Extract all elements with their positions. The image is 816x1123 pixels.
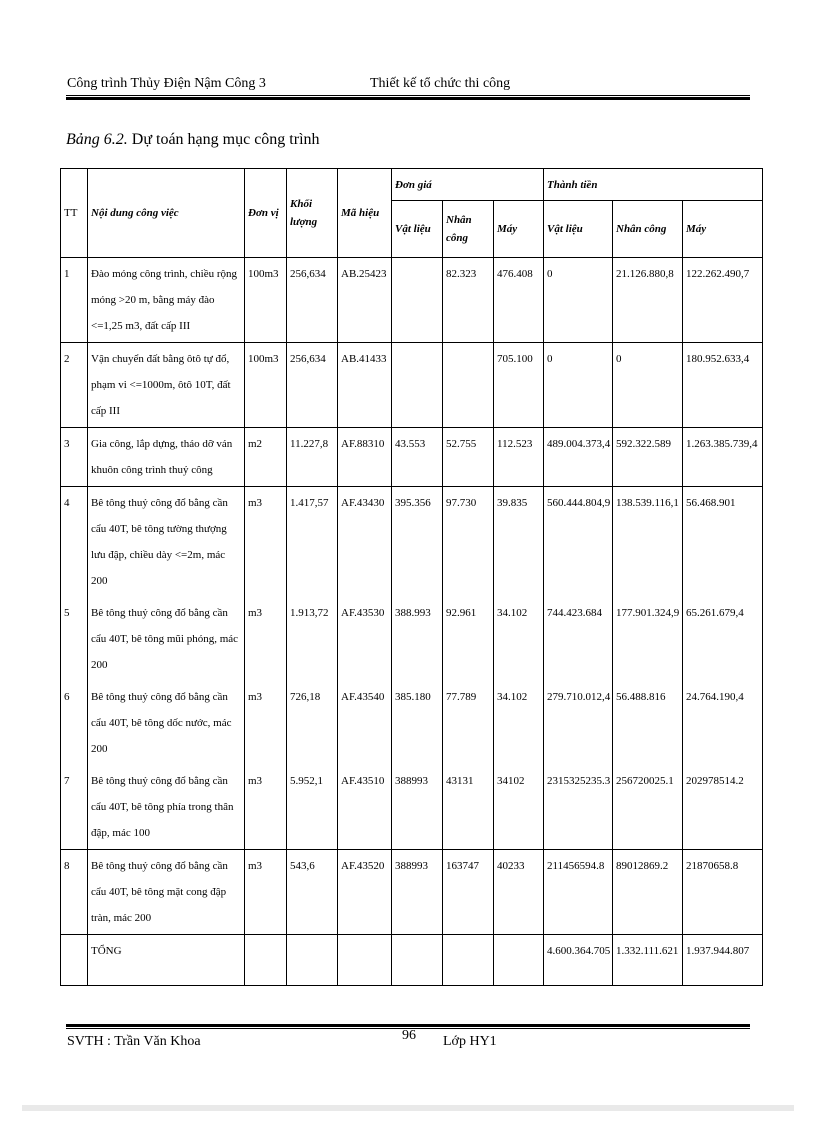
total-row [61, 935, 763, 986]
cell-volume: 1.913,72 [287, 597, 338, 681]
table-row [61, 428, 763, 487]
cell-total-machine: 65.261.679,4 [683, 597, 763, 681]
cell-unit: m3 [245, 681, 287, 765]
cell-total-machine: 24.764.190,4 [683, 681, 763, 765]
cell-volume: 11.227,8 [287, 428, 338, 487]
cell-content: Bê tông thuỷ công đổ bằng cần cẩu 40T, bê tông phía trong thân đập, mác 100 [88, 765, 245, 850]
cell-total-labor: 21.126.880,8 [613, 258, 683, 343]
cell-price-labor [443, 935, 494, 986]
table-caption [66, 131, 320, 149]
cell-price-material: 388993 [392, 765, 443, 850]
cell-price-machine: 39.835 [494, 487, 544, 598]
cell-total-material: 211456594.8 [544, 850, 613, 935]
cell-total-labor: 138.539.116,1 [613, 487, 683, 598]
cell-unit: 100m3 [245, 343, 287, 428]
cell-total-material: 744.423.684 [544, 597, 613, 681]
cell-total-machine: 21870658.8 [683, 850, 763, 935]
cell-tt: 7 [61, 765, 88, 850]
total-machine: 1.937.944.807 [683, 935, 763, 986]
cell-price-labor: 43131 [443, 765, 494, 850]
cell-content: Gia công, lắp dựng, tháo dỡ ván khuôn công trình thuỷ công [88, 428, 245, 487]
cell-code: AB.41433 [338, 343, 392, 428]
cell-price-material [392, 935, 443, 986]
cell-price-machine: 34.102 [494, 597, 544, 681]
header-total-machine: Máy [683, 201, 763, 258]
header-rule-thick [66, 97, 750, 100]
cell-code: AF.43530 [338, 597, 392, 681]
cell-total-machine: 180.952.633,4 [683, 343, 763, 428]
cell-code: AF.43430 [338, 487, 392, 598]
cell-price-material: 395.356 [392, 487, 443, 598]
table-row [61, 343, 763, 428]
cell-code: AB.25423 [338, 258, 392, 343]
page-bottom-shadow [22, 1105, 794, 1111]
cell-total-machine: 202978514.2 [683, 765, 763, 850]
header-price-machine: Máy [494, 201, 544, 258]
cell-volume: 256,634 [287, 258, 338, 343]
cell-code: AF.43510 [338, 765, 392, 850]
cell-content: Bê tông thuỷ công đổ bằng cần cẩu 40T, bê tông tường thượng lưu đập, chiều dày <=2m, mác 200 [88, 487, 245, 598]
cell-tt: 8 [61, 850, 88, 935]
cell-code: AF.43520 [338, 850, 392, 935]
cell-unit: m3 [245, 765, 287, 850]
header-unit-price: Đơn giá [392, 169, 544, 201]
cell-code: AF.43540 [338, 681, 392, 765]
cell-total-labor: 0 [613, 343, 683, 428]
header-unit: Đơn vị [245, 169, 287, 258]
cell-unit: m3 [245, 597, 287, 681]
cell-tt: 5 [61, 597, 88, 681]
header-price-material: Vật liệu [392, 201, 443, 258]
header-total: Thành tiền [544, 169, 763, 201]
cell-tt: 2 [61, 343, 88, 428]
table-row [61, 765, 763, 850]
cell-price-machine: 34102 [494, 765, 544, 850]
header-code: Mã hiệu [338, 169, 392, 258]
header-total-labor: Nhân công [613, 201, 683, 258]
cell-total-material: 0 [544, 343, 613, 428]
cell-unit: 100m3 [245, 258, 287, 343]
cell-price-machine [494, 935, 544, 986]
cell-price-material: 388.993 [392, 597, 443, 681]
cell-price-labor: 82.323 [443, 258, 494, 343]
table-row [61, 487, 763, 598]
cell-price-labor [443, 343, 494, 428]
cell-volume: 726,18 [287, 681, 338, 765]
footer-rule-thick [66, 1024, 750, 1027]
table-row [61, 850, 763, 935]
cell-price-machine: 705.100 [494, 343, 544, 428]
table-row [61, 681, 763, 765]
footer-author: SVTH : Trần Văn Khoa [67, 1034, 201, 1049]
cell-price-machine: 34.102 [494, 681, 544, 765]
cell-total-labor: 256720025.1 [613, 765, 683, 850]
cell-content: Đào móng công trình, chiều rộng móng >20 m, bằng máy đào <=1,25 m3, đất cấp III [88, 258, 245, 343]
cell-price-material: 385.180 [392, 681, 443, 765]
cost-estimate-table [60, 168, 763, 986]
cell-content: Bê tông thuỷ công đổ bằng cần cẩu 40T, bê tông mũi phóng, mác 200 [88, 597, 245, 681]
cell-total-machine: 1.263.385.739,4 [683, 428, 763, 487]
cell-total-material: 0 [544, 258, 613, 343]
cell-total-material: 489.004.373,4 [544, 428, 613, 487]
total-label: TỔNG [88, 935, 245, 986]
cell-content: Vận chuyển đất bằng ôtô tự đổ, phạm vi <=1000m, ôtô 10T, đất cấp III [88, 343, 245, 428]
cell-volume: 1.417,57 [287, 487, 338, 598]
cell-content: Bê tông thuỷ công đổ bằng cần cẩu 40T, bê tông dốc nước, mác 200 [88, 681, 245, 765]
header-price-labor: Nhân công [443, 201, 494, 258]
cell-volume: 543,6 [287, 850, 338, 935]
cell-total-labor: 89012869.2 [613, 850, 683, 935]
cell-total-labor: 56.488.816 [613, 681, 683, 765]
cell-price-material [392, 343, 443, 428]
header-volume: Khối lượng [287, 169, 338, 258]
cell-tt: 3 [61, 428, 88, 487]
cell-total-material: 560.444.804,9 [544, 487, 613, 598]
caption-title: Dự toán hạng mục công trình [127, 131, 320, 148]
header-total-material: Vật liệu [544, 201, 613, 258]
cell-price-material: 388993 [392, 850, 443, 935]
cell-price-machine: 476.408 [494, 258, 544, 343]
cell-tt: 6 [61, 681, 88, 765]
caption-label: Bảng 6.2. [66, 131, 128, 148]
cell-price-material: 43.553 [392, 428, 443, 487]
header-project-title: Công trình Thủy Điện Nậm Công 3 [67, 76, 266, 91]
cell-price-labor: 52.755 [443, 428, 494, 487]
header-section-title: Thiết kế tổ chức thi công [370, 76, 511, 91]
cell-volume: 5.952,1 [287, 765, 338, 850]
cell-price-machine: 40233 [494, 850, 544, 935]
cell-price-machine: 112.523 [494, 428, 544, 487]
cell-total-machine: 122.262.490,7 [683, 258, 763, 343]
cell-unit: m3 [245, 487, 287, 598]
cell-unit: m2 [245, 428, 287, 487]
cell-code [338, 935, 392, 986]
cell-total-material: 2315325235.3 [544, 765, 613, 850]
cell-volume: 256,634 [287, 343, 338, 428]
cell-price-labor: 163747 [443, 850, 494, 935]
footer-page-number: 96 [402, 1028, 416, 1043]
cell-tt: 1 [61, 258, 88, 343]
total-labor: 1.332.111.621 [613, 935, 683, 986]
cell-content: Bê tông thuỷ công đổ bằng cần cẩu 40T, bê tông mặt cong đập tràn, mác 200 [88, 850, 245, 935]
cell-unit [245, 935, 287, 986]
cell-total-machine: 56.468.901 [683, 487, 763, 598]
header-rule-thin [66, 95, 750, 96]
cell-total-labor: 177.901.324,9 [613, 597, 683, 681]
cell-unit: m3 [245, 850, 287, 935]
footer-class: Lớp HY1 [443, 1034, 497, 1049]
cell-total-labor: 592.322.589 [613, 428, 683, 487]
cell-total-material: 279.710.012,4 [544, 681, 613, 765]
cell-code: AF.88310 [338, 428, 392, 487]
cell-price-labor: 97.730 [443, 487, 494, 598]
cell-price-material [392, 258, 443, 343]
cell-price-labor: 92.961 [443, 597, 494, 681]
header-tt: TT [61, 169, 88, 258]
table-row [61, 597, 763, 681]
total-material: 4.600.364.705 [544, 935, 613, 986]
table-row [61, 258, 763, 343]
header-content: Nội dung công việc [88, 169, 245, 258]
cell-price-labor: 77.789 [443, 681, 494, 765]
cell-volume [287, 935, 338, 986]
cell-tt: 4 [61, 487, 88, 598]
cell-tt [61, 935, 88, 986]
